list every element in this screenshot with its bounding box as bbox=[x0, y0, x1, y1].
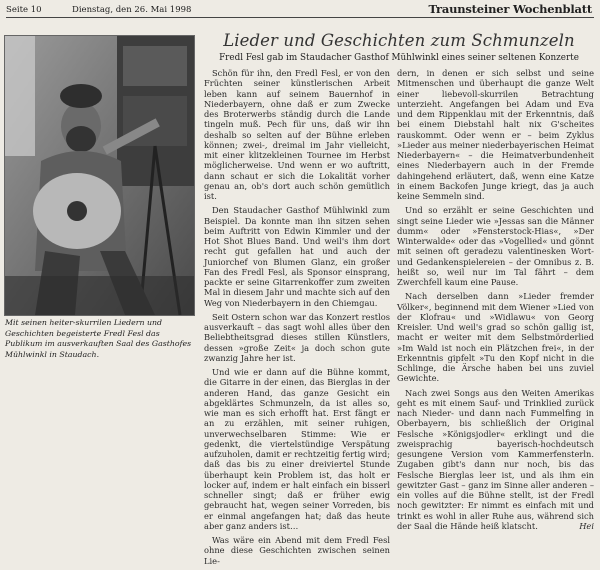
article-column-1 bbox=[204, 68, 390, 570]
issue-date: Dienstag, den 26. Mai 1998 bbox=[72, 5, 192, 15]
author-signature: Hei bbox=[579, 520, 594, 531]
article-column-2 bbox=[397, 68, 594, 535]
paragraph bbox=[397, 388, 594, 532]
paragraph-text: Nach zwei Songs aus den Weiten Amerikas geht es mit einem Sauf- und Trinklied zurück nach Nieder- und dann nach Fummelfing in Oberbayern, bis schließlich der Original Feslsche »Königsjodler« erklingt und die zweisprachig bayerisch-hochdeutsch gesungene Version vom Kammerfensterln. Zugaben gibt's dann nur noch, bis das Feslsche Bierglas leer ist, und als ihm ein gewitzter Gast – ganz im Sinne aller anderen – ein volles auf die Bühne stellt, ist der Fredl noch gewitzter: Er nimmt es einfach mit und trinkt es wohl in aller Ruhe aus, während sich der Saal die Hände heiß klatscht. bbox=[397, 387, 594, 531]
paragraph: Seit Ostern schon war das Konzert restlos ausverkauft – das sagt wohl alles über den Beliebtheitsgrad dieses stillen Künstlers, dessen »große Zeit« ja doch schon gute zwanzig Jahre her ist. bbox=[204, 311, 390, 363]
paragraph: Und so erzählt er seine Geschichten und singt seine Lieder wie »Jessas san die Männer dumm« oder »Fensterstock-Hias«, »Der Winterwalde« oder das »Vogellied« und gönnt mit seinen oft geradezu valentinesken Wort- und Gedankenspielereien – der Omnibus z. B. heißt so, weil nur im Tal fährt – dem Zwerchfell kaum eine Pause. bbox=[397, 205, 594, 287]
paragraph: Was wäre ein Abend mit dem Fredl Fesl ohne diese Geschichten zwischen seinen Lie- bbox=[204, 535, 390, 566]
paragraph: Und wie er dann auf die Bühne kommt, die Gitarre in der einen, das Bierglas in der anderen Hand, das ganze Gesicht ein abgeklärtes Schmunzeln, da ist alles so, wie man es sich erhofft hat. Erst fängt er an zu erzählen, mit seiner ruhigen, unverwechselbaren Stimme: Wie er gedenkt, die viertelstündige Verspätung aufzuholen, damit er rechtzeitig fertig wird; daß das bis zu einer dreiviertel Stunde überhaupt kein Problem ist, das holt er locker auf, indem er halt einfach ein bisserl schneller singt; daß er früher ewig gebraucht hat, wegen seiner Vorreden, bis er einmal angefangen hat; daß das heute aber ganz anders ist… bbox=[204, 367, 390, 531]
guitarist-image bbox=[5, 36, 194, 315]
masthead bbox=[6, 2, 594, 18]
page-number: Seite 10 bbox=[6, 5, 42, 15]
paragraph: dern, in denen er sich selbst und seine Mitmenschen und überhaupt die ganze Welt einer liebevoll-skurrilen Betrachtung unterzieht. Angefangen bei Adam und Eva und dem Rippenklau mit der Erkenntnis, daß bei einem Diebstahl halt nix G'scheites rauskommt. Oder wenn er – beim Zyklus »Lieder aus meiner niederbayerischen Heimat Niederbayern« – die Heimatverbundenheit eines Niederbayern auch in der Fremde dahingehend erläutert, daß, wenn eine Katze in einem Backofen Junge kriegt, das ja auch keine Semmeln sind. bbox=[397, 68, 594, 201]
performer-photo bbox=[4, 35, 195, 316]
newspaper-name: Traunsteiner Wochenblatt bbox=[428, 2, 592, 16]
paragraph: Nach derselben dann »Lieder fremder Völker«, beginnend mit dem Wiener »Lied von der Klofrau« und »Widlawu« von Georg Kreisler. Und weil's grad so schön gallig ist, macht er weiter mit dem Selbstmörderlied »Im Wald ist noch ein Plätzchen frei«, in der Erkenntnis gipfelt »Tu den Kopf nicht in die Schlinge, die Ärsche haben bei uns zuviel Gewichte. bbox=[397, 291, 594, 384]
paragraph: Schön für ihn, den Fredl Fesl, er von den Früchten seiner künstlerischen Arbeit leben kann auf seinem Bauernhof in Niederbayern, ohne daß er zum Zwecke des Broterwerbs ständig durch die Lande tingeln muß. Pech für uns, daß wir ihn deshalb so selten auf der Bühne erleben können; zwei-, dreimal im Jahr vielleicht, mit einer klitzekleinen Tournee im Herbst möglicherweise. Und wenn er wo auftritt, dann schaut er sich die Lokalität vorher genau an, ob's dort auch schön gemütlich ist. bbox=[204, 68, 390, 201]
paragraph: Den Staudacher Gasthof Mühlwinkl zum Beispiel. Da konnte man ihn sitzen sehen beim Auftritt von Edwin Kimmler und der Hot Shot Blues Band. Und weil's ihm dort recht gut gefallen hat und auch der Juniorchef von Blumen Glanz, ein großer Fan des Fredl Fesl, als Sponsor einsprang, packte er seine Gitarrenkoffer zum zweiten Mal in diesem Jahr und machte sich auf den Weg von Niederbayern in den Chiemgau. bbox=[204, 205, 390, 308]
article-subhead: Fredl Fesl gab im Staudacher Gasthof Mühlwinkl eines seiner seltenen Konzerte bbox=[219, 53, 579, 63]
article-headline: Lieder und Geschichten zum Schmunzeln bbox=[223, 31, 575, 50]
photo-caption: Mit seinen heiter-skurrilen Liedern und Geschichten begeisterte Fredl Fesl das Publikum im ausverkauften Saal des Gasthofes Mühlwinkl in Staudach. bbox=[5, 318, 192, 359]
